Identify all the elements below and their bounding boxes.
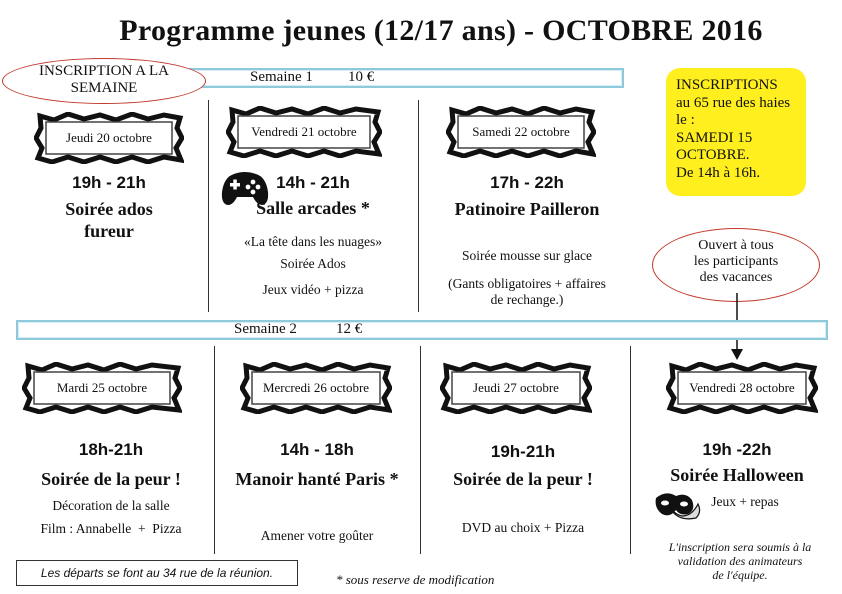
event-time: 19h-21h [490, 442, 556, 461]
event-time: 14h - 21h [276, 173, 350, 192]
event-time: 14h - 18h [280, 440, 354, 459]
date-label: Vendredi 28 octobre [689, 380, 795, 395]
divider [208, 100, 209, 312]
inscriptions-line: OCTOBRE. [676, 147, 750, 164]
date-tag [446, 106, 596, 158]
open-oval-text [656, 238, 816, 286]
event-title-line: Patinoire Pailleron [454, 199, 600, 219]
event-time: 19h -22h [702, 440, 772, 459]
event-time: 19h - 21h [72, 173, 146, 192]
open-oval-line: Ouvert à tous [698, 238, 774, 253]
event-title-line: Soirée de la peur ! [453, 469, 593, 489]
date-label: Jeudi 20 octobre [66, 130, 152, 145]
detail-line: de rechange.) [490, 292, 564, 307]
page-title: Programme jeunes (12/17 ans) - OCTOBRE 2016 [119, 14, 763, 47]
detail-line: Film : Annabelle + Pizza [40, 521, 182, 536]
inscriptions-box [666, 68, 806, 196]
event-title-line: fureur [84, 221, 134, 241]
detail-line: Amener votre goûter [260, 528, 374, 543]
departures-note: Les départs se font au 34 rue de la réunion. [16, 560, 298, 586]
event-title-line: Soirée Halloween [670, 465, 804, 485]
inscriptions-line: De 14h à 16h. [676, 164, 761, 181]
inscriptions-line: SAMEDI 15 [676, 129, 753, 146]
event-title [430, 198, 624, 220]
week-2-label: Semaine 2 [234, 321, 297, 337]
open-oval-line: les participants [693, 254, 779, 269]
date-tag [226, 106, 382, 158]
event-title [218, 468, 416, 490]
detail-line: (Gants obligatoires + affaires [448, 276, 606, 291]
inscription-oval-text: INSCRIPTION A LA SEMAINE [38, 63, 169, 96]
inscriptions-line: INSCRIPTIONS [676, 77, 778, 93]
event-time: 18h-21h [78, 440, 144, 459]
week-1-label: Semaine 1 [250, 69, 313, 85]
event-details [220, 528, 414, 544]
detail-line: «La tête dans les nuages» [244, 234, 382, 249]
date-label: Mardi 25 octobre [56, 380, 148, 395]
date-label: Jeudi 27 octobre [473, 380, 559, 395]
detail-line: Soirée mousse sur glace [461, 248, 593, 263]
event-details [4, 498, 218, 537]
detail-line: DVD au choix + Pizza [461, 520, 585, 535]
reserve-note: * sous reserve de modification [336, 572, 495, 587]
event-title [14, 468, 208, 490]
event-details [690, 494, 800, 510]
validation-line: de l'équipe. [712, 568, 768, 582]
week-2-price: 12 € [336, 321, 363, 337]
divider [420, 346, 421, 554]
event-title-line: Soirée ados [65, 199, 153, 219]
open-oval-line: des vacances [699, 270, 773, 285]
week-1-price: 10 € [348, 69, 375, 85]
event-title-line: Manoir hanté Paris * [235, 469, 399, 489]
date-label: Vendredi 21 octobre [251, 124, 357, 139]
detail-line: Jeux vidéo + pizza [262, 282, 364, 297]
inscriptions-line: au 65 rue des haies [676, 94, 791, 111]
date-tag [666, 362, 818, 414]
date-label: Samedi 22 octobre [472, 124, 570, 139]
event-details [424, 248, 630, 308]
inscriptions-line: le : [676, 112, 695, 129]
week-2-bar [16, 320, 828, 340]
event-time: 17h - 22h [490, 173, 564, 192]
date-tag [240, 362, 392, 414]
event-title [424, 468, 622, 490]
event-title [636, 464, 838, 486]
date-tag [440, 362, 592, 414]
event-details [218, 234, 408, 298]
event-title-line: Soirée de la peur ! [41, 469, 181, 489]
event-title [22, 198, 196, 242]
detail-line: Jeux + repas [711, 494, 779, 509]
detail-line: Soirée Ados [280, 256, 346, 271]
divider [418, 100, 419, 312]
divider [630, 346, 631, 554]
date-tag [34, 112, 184, 164]
validation-line: L'inscription sera soumis à la [668, 540, 812, 554]
event-title-line: Salle arcades * [256, 198, 370, 218]
date-label: Mercredi 26 octobre [262, 380, 370, 395]
event-details [424, 520, 622, 536]
validation-line: validation des animateurs [677, 554, 803, 568]
date-tag [22, 362, 182, 414]
detail-line: Décoration de la salle [52, 498, 170, 513]
validation-note [640, 540, 840, 582]
event-title [218, 197, 408, 219]
